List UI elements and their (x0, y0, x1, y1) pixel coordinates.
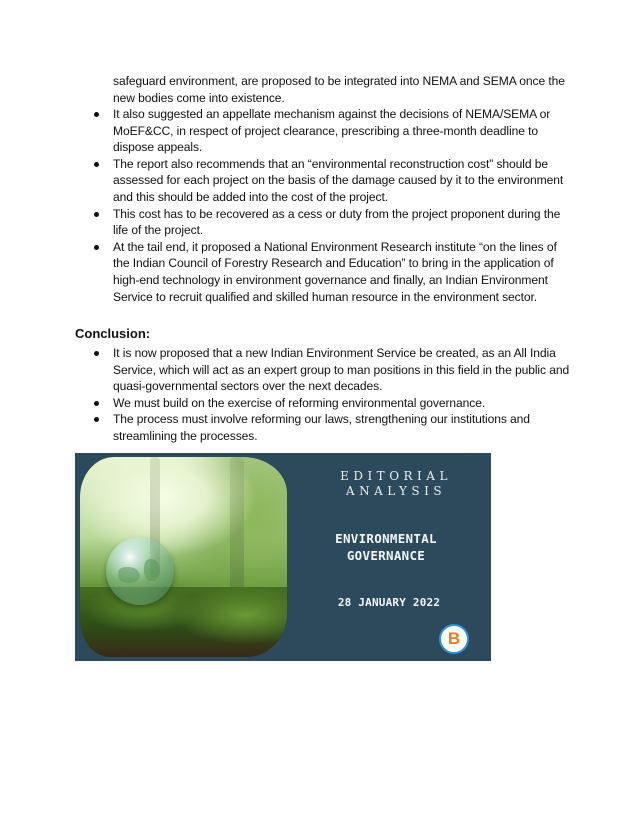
bullet-icon (94, 417, 99, 422)
recommendations-list (113, 106, 573, 305)
list-item-text: It is now proposed that a new Indian Environment Service be created, as an All India Service, which will act as an expert group to man positions in this field in the public and quasi-governmental sectors over the next decades. (113, 346, 570, 394)
bullet-icon (94, 162, 99, 167)
list-item-text: We must build on the exercise of reforming environmental governance. (113, 395, 486, 410)
globe-land-shape (118, 567, 140, 583)
list-item-text: The report also recommends that an “environmental reconstruction cost” should be assessed for each project on the basis of the damage caused by it to the environment and this should be added into the cost of the project. (113, 156, 564, 204)
globe-land-shape (144, 559, 160, 581)
continuation-paragraph: safeguard environment, are proposed to be integrated into NEMA and SEMA once the new bodies come into existence. (113, 74, 565, 105)
banner-title-line1: ENVIRONMENTAL (335, 531, 437, 546)
list-item-text: This cost has to be recovered as a cess or duty from the project proponent during the life of the project. (113, 206, 561, 238)
bullet-icon (94, 112, 99, 117)
brand-logo-icon: B (439, 624, 469, 654)
bullet-icon (94, 401, 99, 406)
list-item (113, 395, 573, 412)
banner-title-line2: GOVERNANCE (346, 548, 426, 563)
bullet-icon (94, 245, 99, 250)
glass-globe-on-moss-image (80, 457, 287, 657)
list-item-text: At the tail end, it proposed a National Environment Research institute “on the lines of the Indian Council of Forestry Research and Education” to bring in the application of high-end technology in environment governance and finally, an Indian Environment Service to recruit qualified and skilled human resource in the environment sector. (113, 239, 557, 304)
globe-icon (106, 537, 174, 605)
conclusion-heading: Conclusion: (75, 326, 151, 341)
bullet-icon (94, 351, 99, 356)
bullet-icon (94, 212, 99, 217)
list-item-text: It also suggested an appellate mechanism against the decisions of NEMA/SEMA or MoEF&CC, in respect of project clearance, prescribing a three-month deadline to dispose appeals. (113, 107, 551, 155)
moss-ground-shape (80, 587, 287, 657)
tree-trunk-shape (230, 457, 244, 597)
banner-title (318, 530, 454, 564)
list-item (113, 345, 573, 395)
analysis-label: ANALYSIS (345, 484, 447, 498)
conclusion-list (113, 345, 573, 445)
editorial-label: EDITORIAL (340, 469, 452, 483)
list-item (113, 411, 573, 444)
list-item (113, 206, 573, 239)
editorial-banner-image (75, 453, 491, 661)
editorial-analysis-label (326, 469, 466, 499)
list-item-text: The process must involve reforming our laws, strengthening our institutions and streamlining the processes. (113, 412, 530, 443)
list-item (113, 239, 573, 305)
list-item (113, 106, 573, 156)
banner-date: 28 JANUARY 2022 (337, 596, 441, 609)
list-item (113, 156, 573, 206)
